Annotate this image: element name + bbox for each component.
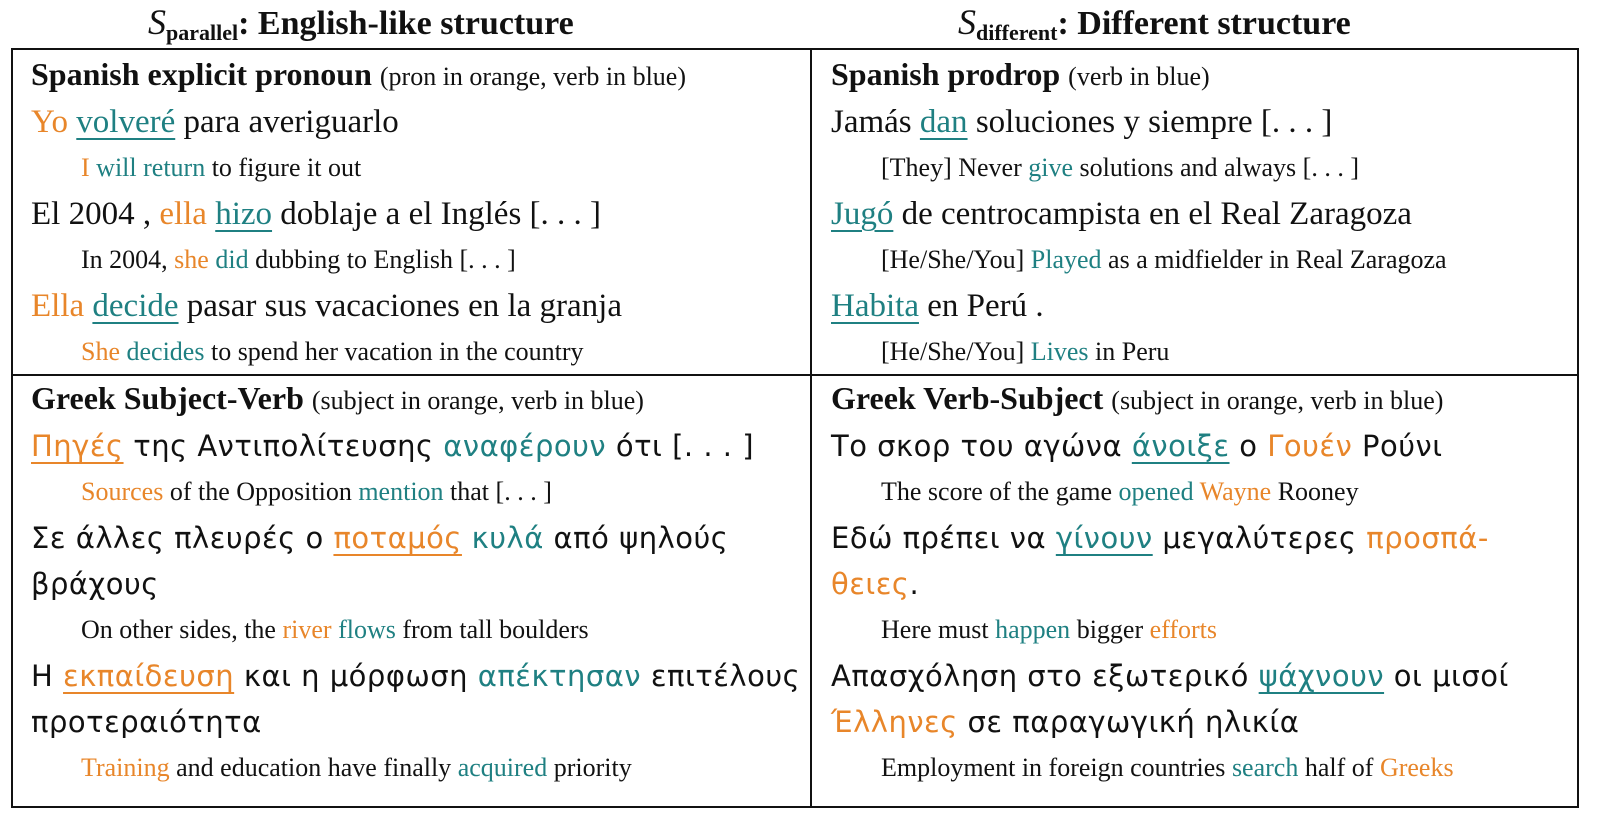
subject-gloss: efforts	[1149, 615, 1217, 644]
verb: decide	[92, 288, 179, 324]
translation	[831, 329, 1571, 375]
gloss-pre: The score of the game	[881, 477, 1119, 506]
examples-table	[11, 48, 1579, 808]
pronoun: Yo	[31, 104, 69, 140]
example-sentence	[831, 99, 1571, 145]
gloss-pre: On other sides, the	[81, 615, 283, 644]
gloss-rest: to spend her vacation in the country	[204, 337, 584, 366]
sentence-rest: επιτέλους προτεραιότητα	[31, 659, 801, 739]
sentence-rest: de centrocampista en el Real Zaragoza	[893, 196, 1412, 232]
verb-gloss: opened	[1118, 477, 1194, 506]
gloss-pre: Employment in foreign countries	[881, 753, 1232, 782]
sentence-rest: pasar sus vacaciones en la granja	[178, 288, 622, 324]
gloss-rest: solutions and always [. . . ]	[1073, 153, 1359, 182]
sentence-rest: en Perú .	[918, 288, 1044, 324]
translation	[31, 469, 801, 515]
gloss-rest: from tall boulders	[395, 615, 589, 644]
sentence-rest: σε παραγωγική ηλικία	[957, 705, 1300, 739]
gloss-mid: bigger	[1070, 615, 1150, 644]
verb-gloss: Lives	[1030, 337, 1089, 366]
sentence-rest: para averiguarlo	[175, 104, 399, 140]
verb-gloss: search	[1231, 753, 1299, 782]
pronoun-gloss: she	[174, 245, 209, 274]
gloss-rest: in Peru	[1088, 337, 1170, 366]
translation	[31, 145, 801, 191]
s-symbol: S	[958, 2, 976, 42]
pronoun-gloss: She	[81, 337, 120, 366]
sentence-rest: doblaje a el Inglés [. . . ]	[272, 196, 602, 232]
sentence-pre: Jamás	[831, 104, 920, 140]
translation	[831, 237, 1571, 283]
example-sentence	[831, 283, 1571, 329]
example-sentence	[31, 283, 801, 329]
subject: ποταμός	[333, 521, 462, 555]
gloss-pre: [They] Never	[881, 153, 1029, 182]
color-legend-note: (subject in orange, verb in blue)	[311, 386, 644, 415]
pronoun-gloss: I	[81, 153, 90, 182]
cell-greek-verb-subject	[831, 376, 1571, 791]
translation	[31, 745, 801, 791]
cell-title: Greek Verb-Subject	[831, 380, 1104, 416]
gloss-rest: to figure it out	[205, 153, 362, 182]
header-different	[958, 0, 1351, 55]
sentence-rest: soluciones y siempre [. . . ]	[967, 104, 1333, 140]
color-legend-note: (pron in orange, verb in blue)	[379, 62, 686, 91]
translation	[31, 329, 801, 375]
verb: hizo	[215, 196, 273, 232]
example-sentence	[831, 423, 1571, 469]
verb: Jugó	[831, 196, 894, 232]
example-sentence	[31, 99, 801, 145]
cell-greek-subject-verb	[31, 376, 801, 791]
gloss-rest: that [. . . ]	[443, 477, 552, 506]
verb: volveré	[76, 104, 176, 140]
cell-title: Greek Subject-Verb	[31, 380, 304, 416]
verb: απέκτησαν	[477, 659, 642, 693]
translation	[831, 745, 1571, 791]
subject: Έλληνες	[831, 705, 958, 739]
cell-heading	[831, 376, 1571, 423]
subject: Γουέν	[1267, 429, 1353, 463]
verb: ψάχνουν	[1258, 659, 1385, 693]
sentence-pre: El 2004 ,	[31, 196, 160, 232]
translation	[831, 469, 1571, 515]
gloss-pre: [He/She/You]	[881, 337, 1031, 366]
gloss-pre: [He/She/You]	[881, 245, 1031, 274]
sentence-pre: Η	[31, 659, 64, 693]
verb: γίνουν	[1055, 521, 1153, 555]
sentence-rest: .	[909, 567, 920, 601]
sentence-rest: Ρούνι	[1352, 429, 1443, 463]
translation	[831, 145, 1571, 191]
sentence-pre: Σε άλλες πλευρές ο	[31, 521, 334, 555]
verb-gloss: will return	[89, 153, 206, 182]
verb-gloss: acquired	[457, 753, 548, 782]
verb-gloss: flows	[331, 615, 396, 644]
sentence-mid: της Αντιπολίτευσης	[123, 429, 444, 463]
verb: αναφέρουν	[443, 429, 607, 463]
cell-spanish-explicit	[31, 52, 801, 375]
verb: κυλά	[461, 521, 544, 555]
verb-gloss: mention	[358, 477, 444, 506]
gloss-rest: Rooney	[1271, 477, 1359, 506]
sentence-mid: ο	[1229, 429, 1268, 463]
translation	[31, 237, 801, 283]
color-legend-note: (verb in blue)	[1068, 62, 1210, 91]
verb-gloss: Played	[1030, 245, 1102, 274]
pronoun: ella	[159, 196, 207, 232]
cell-spanish-prodrop	[831, 52, 1571, 375]
example-sentence	[31, 653, 801, 745]
gloss-pre: In 2004,	[81, 245, 175, 274]
translation	[831, 607, 1571, 653]
verb-gloss: give	[1028, 153, 1074, 182]
gloss-mid: of the Opposition	[163, 477, 359, 506]
gloss-rest: as a midfielder in Real Zaragoza	[1101, 245, 1447, 274]
sentence-mid: και η μόρφωση	[234, 659, 478, 693]
column-headers	[0, 0, 1600, 48]
sentence-pre: Εδώ πρέπει να	[831, 521, 1056, 555]
color-legend-note: (subject in orange, verb in blue)	[1111, 386, 1444, 415]
gloss-rest: priority	[547, 753, 632, 782]
example-sentence	[31, 423, 801, 469]
example-sentence	[31, 191, 801, 237]
cell-heading	[31, 52, 801, 99]
gloss-mid: and education have finally	[169, 753, 458, 782]
verb: άνοιξε	[1131, 429, 1230, 463]
verb-gloss: happen	[995, 615, 1071, 644]
subject: εκπαίδευση	[63, 659, 235, 693]
subject: Πηγές	[31, 429, 124, 463]
gloss-pre: Here must	[881, 615, 996, 644]
sentence-pre: Το σκορ του αγώνα	[831, 429, 1132, 463]
verb: Habita	[831, 288, 919, 324]
gloss-mid: half of	[1298, 753, 1380, 782]
s-subscript: parallel	[166, 20, 239, 45]
subject-gloss: Training	[81, 753, 170, 782]
example-sentence	[831, 191, 1571, 237]
header-title: : English-like structure	[238, 5, 574, 42]
s-subscript: different	[976, 20, 1058, 45]
sentence-rest: ότι [. . . ]	[606, 429, 755, 463]
subject-gloss: Wayne	[1193, 477, 1272, 506]
sentence-mid: οι μισοί	[1384, 659, 1509, 693]
column-divider	[810, 50, 812, 806]
sentence-pre: Απασχόληση στο εξωτερικό	[831, 659, 1259, 693]
subject-gloss: Sources	[81, 477, 164, 506]
pronoun: Ella	[31, 288, 85, 324]
gloss-rest: dubbing to English [. . . ]	[248, 245, 516, 274]
verb-gloss: decides	[120, 337, 205, 366]
example-sentence	[831, 515, 1571, 607]
cell-heading	[31, 376, 801, 423]
sentence-mid: μεγαλύτερες	[1152, 521, 1367, 555]
cell-title: Spanish prodrop	[831, 56, 1061, 92]
subject-gloss: river	[282, 615, 332, 644]
translation	[31, 607, 801, 653]
cell-title: Spanish explicit pronoun	[31, 56, 372, 92]
example-sentence	[31, 515, 801, 607]
header-parallel	[148, 0, 574, 55]
verb-gloss: did	[208, 245, 249, 274]
example-sentence	[831, 653, 1571, 745]
sentence-rest: από ψηλούς βράχους	[31, 521, 729, 601]
cell-heading	[831, 52, 1571, 99]
verb: dan	[919, 104, 968, 140]
subject-gloss: Greeks	[1379, 753, 1454, 782]
s-symbol: S	[148, 2, 166, 42]
subject: προσπά-θειες	[831, 521, 1489, 601]
header-title: : Different structure	[1057, 5, 1351, 42]
